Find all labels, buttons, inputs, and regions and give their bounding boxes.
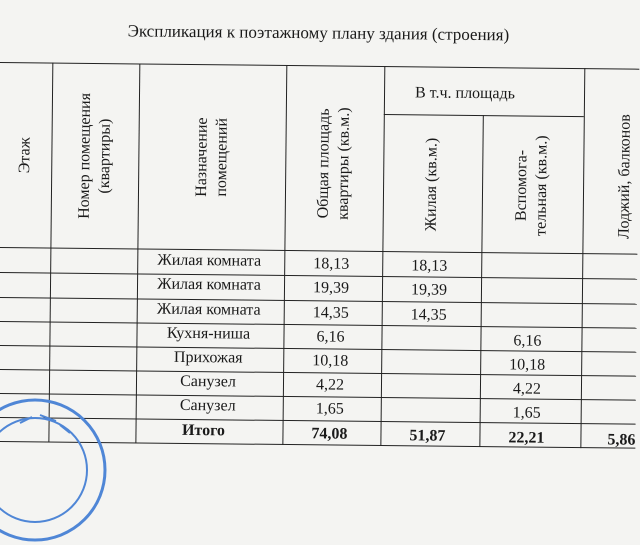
- living-area-cell: 14,35: [410, 306, 447, 324]
- header-floor: Этаж: [16, 137, 34, 174]
- header-auxiliary: Вспомога- тельная (кв.м.): [512, 135, 551, 237]
- auxiliary-area-cell: 1,65: [512, 404, 541, 422]
- room-purpose-cell: Кухня-ниша: [166, 324, 251, 343]
- header-including-area: В т.ч. площадь: [414, 84, 516, 103]
- total-loggias-value: 5,86: [607, 431, 636, 449]
- header-loggias: Лоджий, балконов: [615, 114, 634, 240]
- auxiliary-area-cell: 6,16: [513, 332, 542, 350]
- total-area-cell: 6,16: [316, 328, 345, 346]
- room-purpose-cell: Санузел: [179, 396, 236, 415]
- stamp-seal-icon: [0, 395, 110, 545]
- total-area-cell: 1,65: [315, 400, 344, 418]
- column-border: [48, 63, 53, 443]
- total-area-cell: 4,22: [315, 376, 345, 394]
- room-purpose-cell: Санузел: [180, 372, 236, 391]
- total-area-cell: 10,18: [312, 352, 349, 370]
- total-living-value: 51,87: [409, 427, 446, 445]
- total-area-cell: 18,13: [313, 255, 350, 273]
- living-area-cell: 19,39: [410, 281, 448, 299]
- header-room-number: Номер помещения (квартиры): [75, 92, 114, 219]
- table-top-border: [0, 62, 639, 70]
- auxiliary-area-cell: 10,18: [509, 356, 546, 374]
- total-label: Итого: [181, 421, 226, 440]
- room-purpose-cell: Жилая комната: [157, 275, 261, 294]
- document-title: Экспликация к поэтажному плану здания (строения): [127, 21, 510, 45]
- column-border: [135, 63, 140, 443]
- auxiliary-area-cell: 4,22: [512, 380, 542, 398]
- total-area-value: 74,08: [311, 425, 348, 443]
- room-purpose-cell: Прихожая: [173, 348, 243, 367]
- total-area-cell: 19,39: [312, 279, 350, 297]
- column-border: [380, 66, 385, 446]
- column-border: [580, 68, 585, 448]
- header-living: Жилая (кв.м.): [422, 137, 441, 232]
- room-purpose-cell: Жилая комната: [156, 300, 261, 319]
- header-purpose: Назначение помещений: [192, 117, 231, 197]
- column-border: [282, 65, 287, 445]
- header-total-area: Общая площадь квартиры (кв.м.): [314, 107, 353, 220]
- room-purpose-cell: Жилая комната: [157, 251, 262, 270]
- total-aux-value: 22,21: [508, 429, 545, 447]
- total-area-cell: 14,35: [312, 304, 349, 322]
- living-area-cell: 18,13: [411, 257, 448, 275]
- header-bottom-border: [0, 247, 637, 255]
